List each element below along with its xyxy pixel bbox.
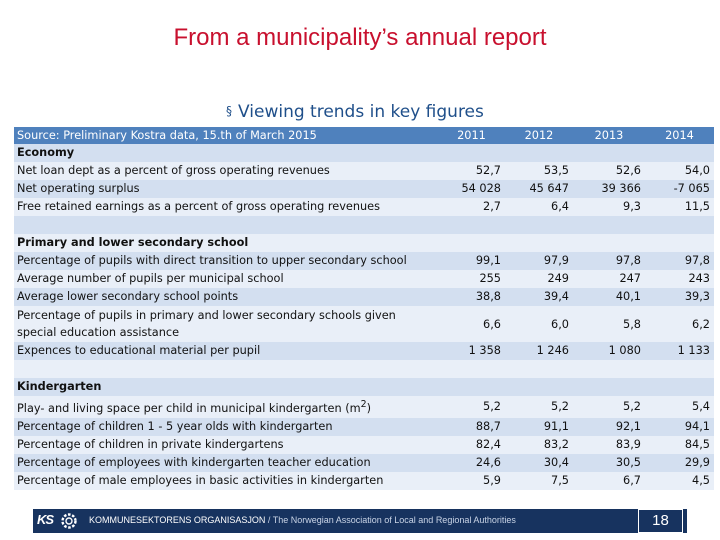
cell-value: 84,5 xyxy=(645,436,714,454)
cell-value: 94,1 xyxy=(645,418,714,436)
cell-value: 38,8 xyxy=(438,288,505,306)
year-header: 2013 xyxy=(573,127,645,144)
cell-value: 97,8 xyxy=(573,252,645,270)
row-label: Percentage of children in private kindergartens xyxy=(14,436,438,454)
cell-value: 83,9 xyxy=(573,436,645,454)
cell-value: 7,5 xyxy=(505,472,573,490)
section-row xyxy=(14,144,714,162)
table-row xyxy=(14,454,714,472)
cell-value: 6,2 xyxy=(645,306,714,342)
ks-logo: KS xyxy=(37,512,54,527)
row-label: Average lower secondary school points xyxy=(14,288,438,306)
cell-value: 99,1 xyxy=(438,252,505,270)
cell-value: 5,8 xyxy=(573,306,645,342)
row-label: Net loan dept as a percent of gross operating revenues xyxy=(14,162,438,180)
cell-value: -7 065 xyxy=(645,180,714,198)
table-row xyxy=(14,306,714,342)
cell-value: 5,9 xyxy=(438,472,505,490)
cell-value: 97,8 xyxy=(645,252,714,270)
cell-value: 249 xyxy=(505,270,573,288)
table-row xyxy=(14,270,714,288)
section-title-economy: Economy xyxy=(14,144,714,162)
bullet-text: Viewing trends in key figures xyxy=(238,102,484,122)
section-title-kindergarten: Kindergarten xyxy=(14,378,714,396)
table-row xyxy=(14,198,714,216)
cell-value: 11,5 xyxy=(645,198,714,216)
page-number: 18 xyxy=(638,509,683,533)
table-row xyxy=(14,418,714,436)
cell-value: 82,4 xyxy=(438,436,505,454)
table-row xyxy=(14,288,714,306)
table-header-row xyxy=(14,127,714,144)
cell-value: 39 366 xyxy=(573,180,645,198)
cell-value: 6,0 xyxy=(505,306,573,342)
cell-value: 5,2 xyxy=(438,396,505,418)
table-row xyxy=(14,180,714,198)
row-label: Percentage of employees with kindergarten teacher education xyxy=(14,454,438,472)
gear-icon xyxy=(59,511,79,531)
year-header: 2012 xyxy=(505,127,573,144)
row-label-text: Play- and living space per child in municipal kindergarten (m xyxy=(17,401,361,415)
cell-value: 1 080 xyxy=(573,342,645,360)
cell-value: 6,4 xyxy=(505,198,573,216)
cell-value: 6,6 xyxy=(438,306,505,342)
superscript: 2 xyxy=(360,399,367,410)
cell-value: 243 xyxy=(645,270,714,288)
cell-value: 97,9 xyxy=(505,252,573,270)
table-row xyxy=(14,342,714,360)
cell-value: 1 133 xyxy=(645,342,714,360)
cell-value: 40,1 xyxy=(573,288,645,306)
row-label: Percentage of pupils with direct transition to upper secondary school xyxy=(14,252,438,270)
table-row xyxy=(14,252,714,270)
organisation-name-en: / The Norwegian Association of Local and Regional Authorities xyxy=(265,515,516,525)
row-label-end: ) xyxy=(366,401,372,415)
cell-value: 4,5 xyxy=(645,472,714,490)
cell-value: 29,9 xyxy=(645,454,714,472)
cell-value: 30,4 xyxy=(505,454,573,472)
table-row xyxy=(14,436,714,454)
cell-value: 83,2 xyxy=(505,436,573,454)
cell-value: 6,7 xyxy=(573,472,645,490)
cell-value: 2,7 xyxy=(438,198,505,216)
row-label: Percentage of pupils in primary and lower secondary schools given special education assistance xyxy=(14,306,438,342)
cell-value: 255 xyxy=(438,270,505,288)
spacer-row xyxy=(14,360,714,378)
year-header: 2014 xyxy=(645,127,714,144)
cell-value: 91,1 xyxy=(505,418,573,436)
bullet-point xyxy=(226,102,484,122)
cell-value: 24,6 xyxy=(438,454,505,472)
section-title-school: Primary and lower secondary school xyxy=(14,234,714,252)
cell-value: 52,7 xyxy=(438,162,505,180)
source-header: Source: Preliminary Kostra data, 15.th of March 2015 xyxy=(14,127,438,144)
row-label: Free retained earnings as a percent of gross operating revenues xyxy=(14,198,438,216)
cell-value: 39,3 xyxy=(645,288,714,306)
cell-value: 247 xyxy=(573,270,645,288)
cell-value: 5,2 xyxy=(505,396,573,418)
organisation-name-no: KOMMUNESEKTORENS ORGANISASJON xyxy=(89,515,266,525)
cell-value: 39,4 xyxy=(505,288,573,306)
cell-value: 52,6 xyxy=(573,162,645,180)
row-label xyxy=(14,396,438,418)
table-row xyxy=(14,396,714,418)
cell-value: 92,1 xyxy=(573,418,645,436)
row-label: Net operating surplus xyxy=(14,180,438,198)
section-row xyxy=(14,234,714,252)
cell-value: 1 246 xyxy=(505,342,573,360)
cell-value: 54,0 xyxy=(645,162,714,180)
row-label: Expences to educational material per pupil xyxy=(14,342,438,360)
cell-value: 30,5 xyxy=(573,454,645,472)
year-header: 2011 xyxy=(438,127,505,144)
cell-value: 5,4 xyxy=(645,396,714,418)
bullet-mark-icon: § xyxy=(226,104,232,118)
organisation-name xyxy=(89,515,516,525)
footer-bar xyxy=(33,509,687,533)
table-row xyxy=(14,472,714,490)
row-label: Average number of pupils per municipal school xyxy=(14,270,438,288)
cell-value: 88,7 xyxy=(438,418,505,436)
cell-value: 5,2 xyxy=(573,396,645,418)
row-label: Percentage of male employees in basic activities in kindergarten xyxy=(14,472,438,490)
cell-value: 1 358 xyxy=(438,342,505,360)
key-figures-table xyxy=(14,127,714,490)
cell-value: 45 647 xyxy=(505,180,573,198)
cell-value: 9,3 xyxy=(573,198,645,216)
cell-value: 54 028 xyxy=(438,180,505,198)
slide-title: From a municipality’s annual report xyxy=(173,24,547,51)
table-row xyxy=(14,162,714,180)
spacer-row xyxy=(14,216,714,234)
cell-value: 53,5 xyxy=(505,162,573,180)
section-row xyxy=(14,378,714,396)
row-label: Percentage of children 1 - 5 year olds with kindergarten xyxy=(14,418,438,436)
